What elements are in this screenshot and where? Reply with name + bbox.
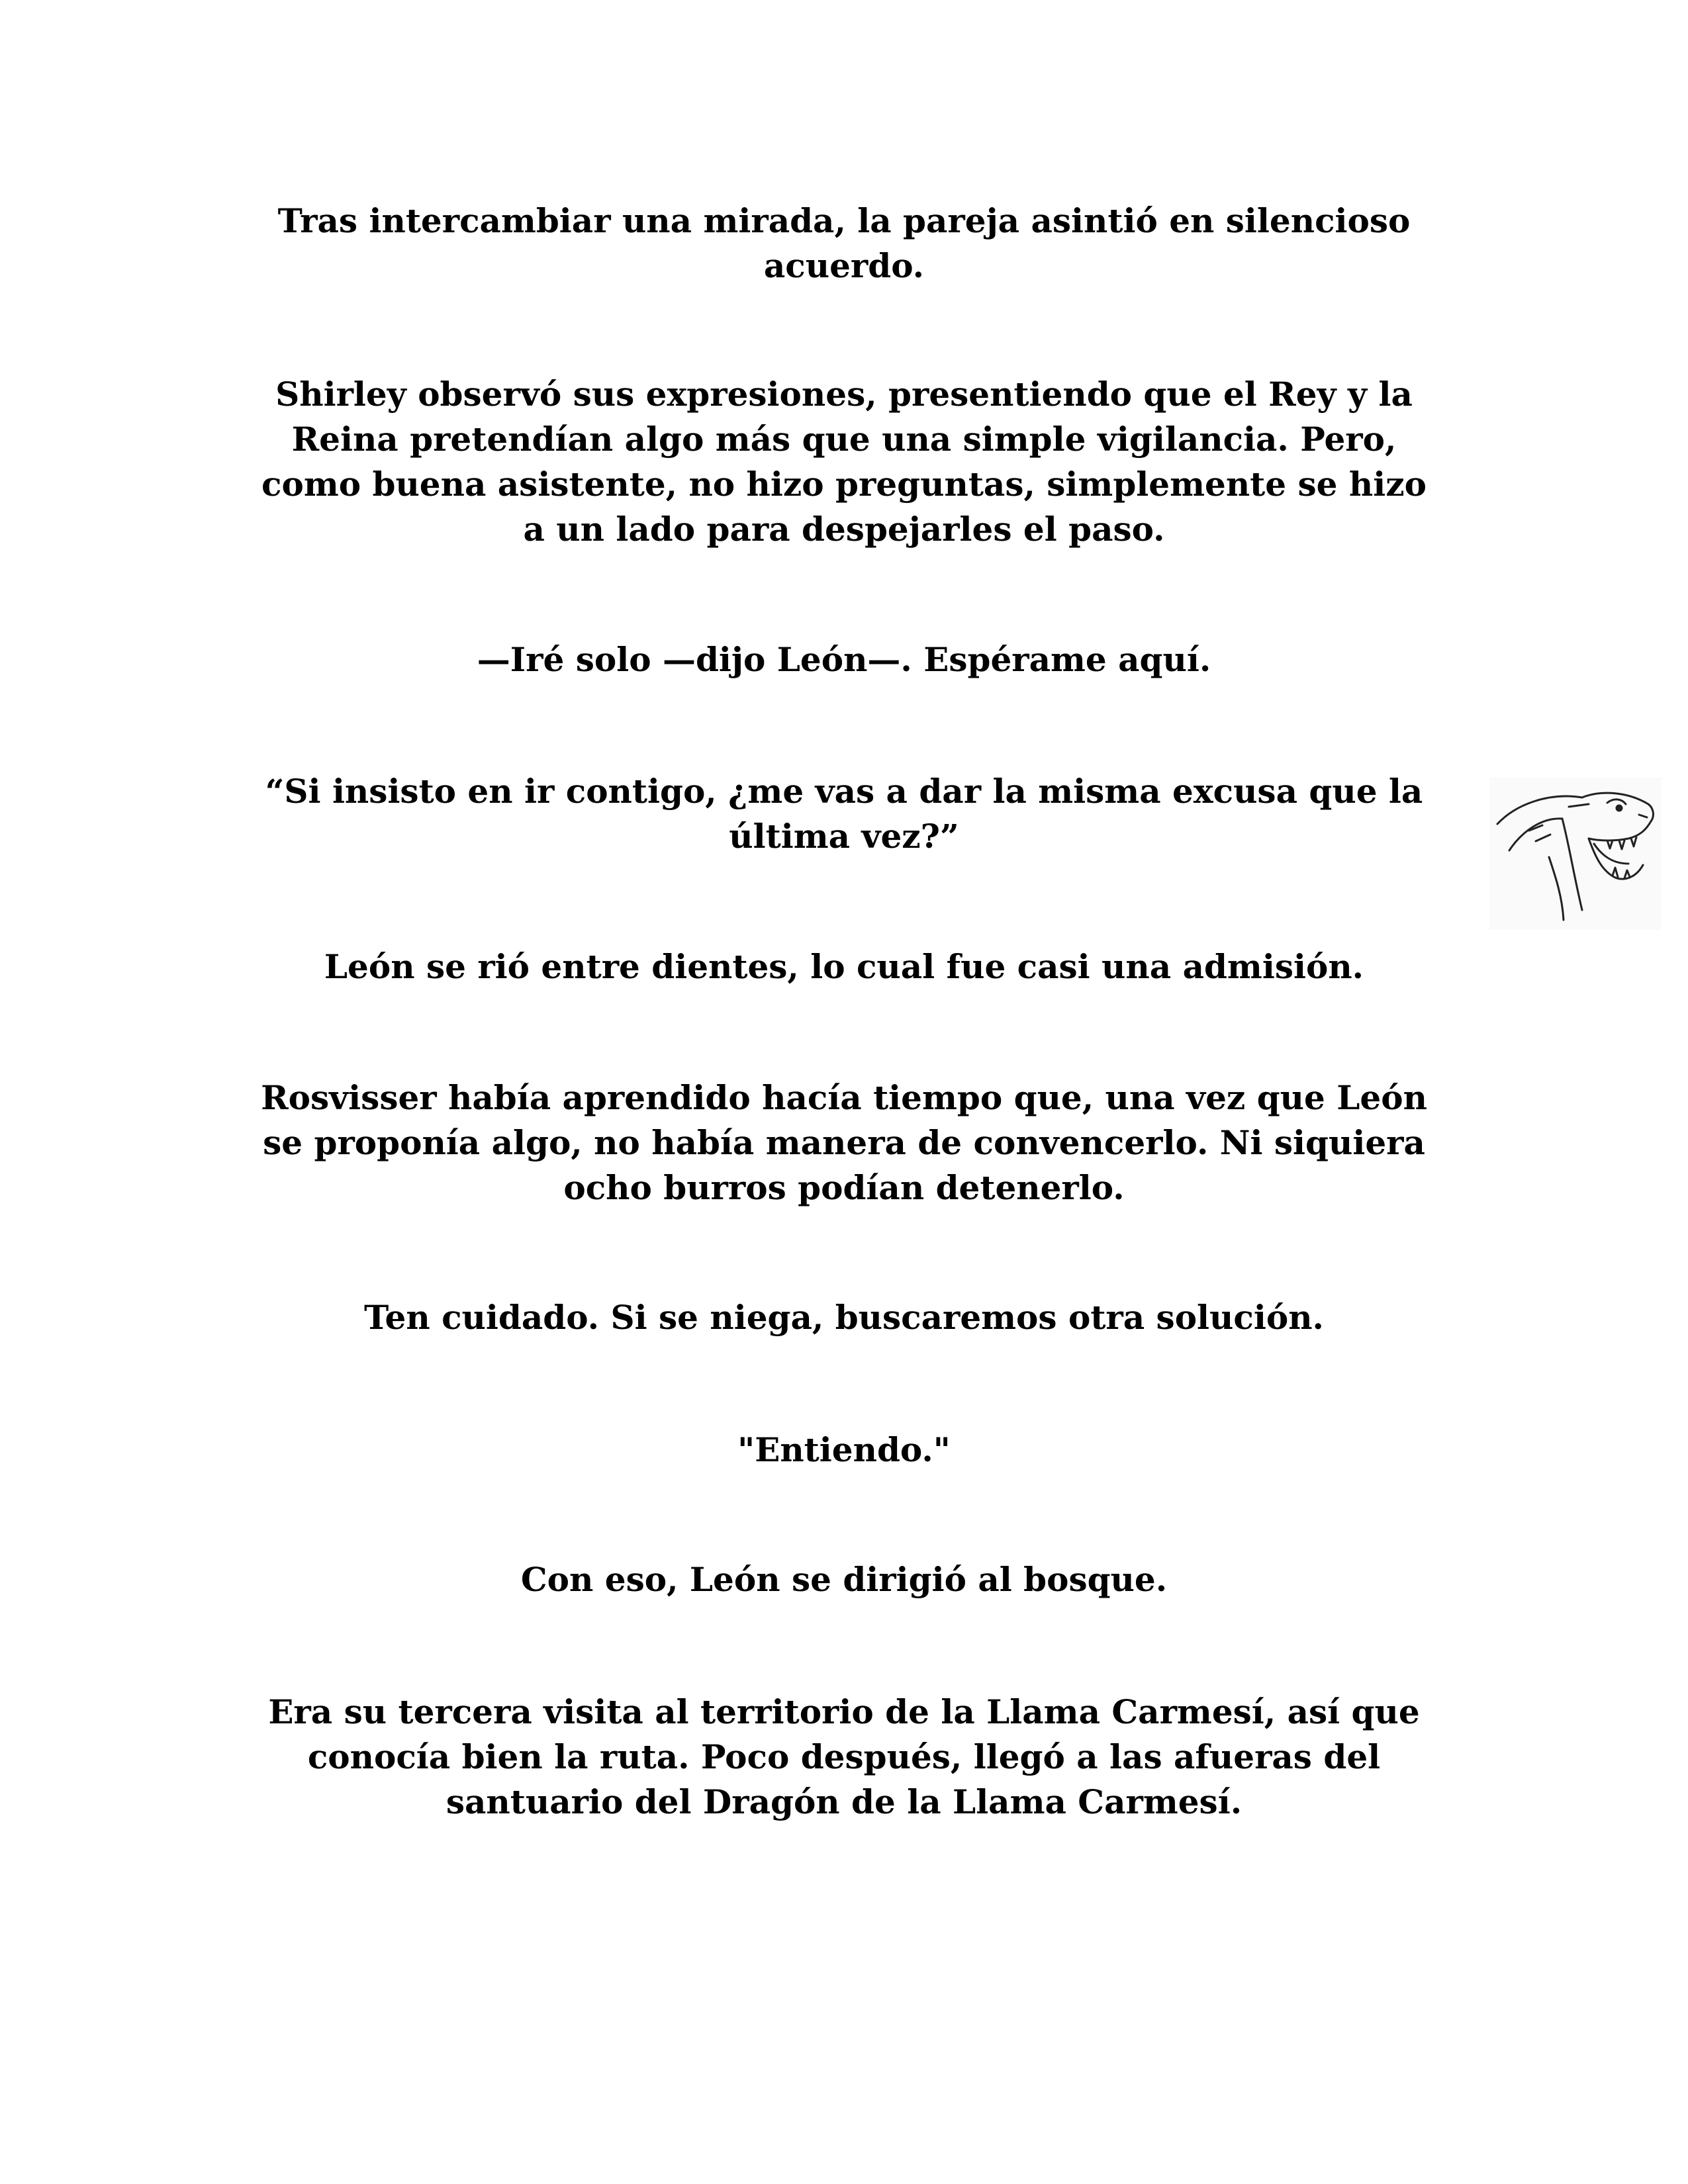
paragraph-7 (215, 1295, 1473, 1340)
paragraph-line: Con eso, León se dirigió al bosque. (520, 1560, 1168, 1599)
paragraph-line: Reina pretendían algo más que una simple vigilancia. Pero, (291, 420, 1397, 459)
paragraph-3 (215, 637, 1473, 682)
paragraph-line: ocho burros podían detenerlo. (563, 1168, 1125, 1207)
paragraph-10 (215, 1690, 1473, 1825)
paragraph-8 (215, 1428, 1473, 1473)
paragraph-line: —Iré solo —dijo León—. Espérame aquí. (477, 640, 1211, 679)
paragraph-9 (215, 1557, 1473, 1602)
paragraph-line: conocía bien la ruta. Poco después, llegó a las afueras del (307, 1737, 1381, 1776)
paragraph-6 (215, 1075, 1473, 1210)
paragraph-line: Ten cuidado. Si se niega, buscaremos otra solución. (364, 1298, 1324, 1337)
dinosaur-sketch-icon (1489, 778, 1662, 930)
paragraph-line: acuerdo. (763, 246, 925, 285)
paragraph-line: santuario del Dragón de la Llama Carmesí. (445, 1782, 1243, 1821)
paragraph-4 (215, 769, 1473, 859)
paragraph-1 (215, 199, 1473, 289)
paragraph-5 (215, 944, 1473, 989)
paragraph-line: a un lado para despejarles el paso. (523, 510, 1165, 549)
paragraph-line: Era su tercera visita al territorio de la Llama Carmesí, así que (268, 1692, 1420, 1731)
paragraph-line: Shirley observó sus expresiones, presentiendo que el Rey y la (275, 375, 1413, 414)
paragraph-line: se proponía algo, no había manera de convencerlo. Ni siquiera (263, 1123, 1425, 1162)
paragraph-line: "Entiendo." (737, 1430, 951, 1469)
paragraph-line: Rosvisser había aprendido hacía tiempo que, una vez que León (261, 1078, 1427, 1117)
paragraph-line: como buena asistente, no hizo preguntas, simplemente se hizo (261, 465, 1427, 504)
paragraph-2 (215, 372, 1473, 552)
paragraph-line: León se rió entre dientes, lo cual fue casi una admisión. (324, 947, 1364, 986)
paragraph-line: última vez?” (729, 817, 959, 856)
paragraph-line: “Si insisto en ir contigo, ¿me vas a dar la misma excusa que la (265, 772, 1423, 811)
paragraph-line: Tras intercambiar una mirada, la pareja asintió en silencioso (277, 201, 1411, 240)
